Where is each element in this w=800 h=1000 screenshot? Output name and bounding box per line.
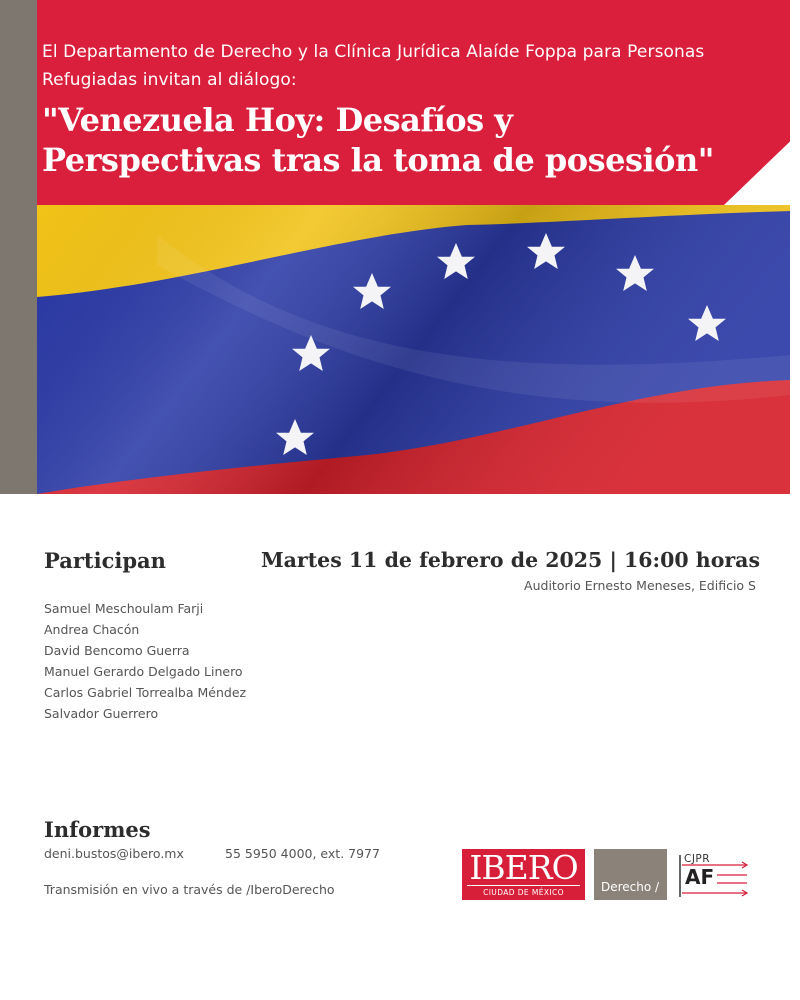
cjpr-logo-text: CJPR xyxy=(684,853,711,865)
cjpr-af-logo xyxy=(677,853,752,899)
event-title: "Venezuela Hoy: Desafíos y Perspectivas tras la toma de posesión" xyxy=(42,101,714,179)
ibero-logo-subtitle: CIUDAD DE MÉXICO xyxy=(483,888,564,897)
flag-graphic xyxy=(37,205,790,494)
ibero-logo xyxy=(462,849,585,900)
participants-list xyxy=(44,598,246,724)
side-accent-bar xyxy=(0,0,37,494)
contact-phone: 55 5950 4000, ext. 7977 xyxy=(225,846,380,861)
derecho-logo-text: Derecho / xyxy=(601,880,660,894)
info-heading: Informes xyxy=(44,817,151,842)
venezuela-flag-image xyxy=(37,205,790,494)
participants-heading: Participan xyxy=(44,548,166,573)
participant-name: David Bencomo Guerra xyxy=(44,643,190,658)
contact-email[interactable]: deni.bustos@ibero.mx xyxy=(44,846,184,861)
ibero-logo-text: IBERO xyxy=(467,852,580,886)
participant-name: Carlos Gabriel Torrealba Méndez xyxy=(44,685,247,700)
participant-name: Andrea Chacón xyxy=(44,622,140,637)
livestream-info: Transmisión en vivo a través de /IberoDerecho xyxy=(44,882,335,897)
event-venue: Auditorio Ernesto Meneses, Edificio S xyxy=(524,578,756,593)
participant-name: Samuel Meschoulam Farji xyxy=(44,601,204,616)
derecho-logo xyxy=(594,849,667,900)
participant-name: Salvador Guerrero xyxy=(44,706,159,721)
invitation-intro: El Departamento de Derecho y la Clínica Jurídica Alaíde Foppa para Personas Refugiadas invitan al diálogo: xyxy=(42,42,705,90)
participant-name: Manuel Gerardo Delgado Linero xyxy=(44,664,243,679)
af-logo-text: AF xyxy=(685,865,715,889)
event-date-time: Martes 11 de febrero de 2025 | 16:00 horas xyxy=(260,548,760,572)
